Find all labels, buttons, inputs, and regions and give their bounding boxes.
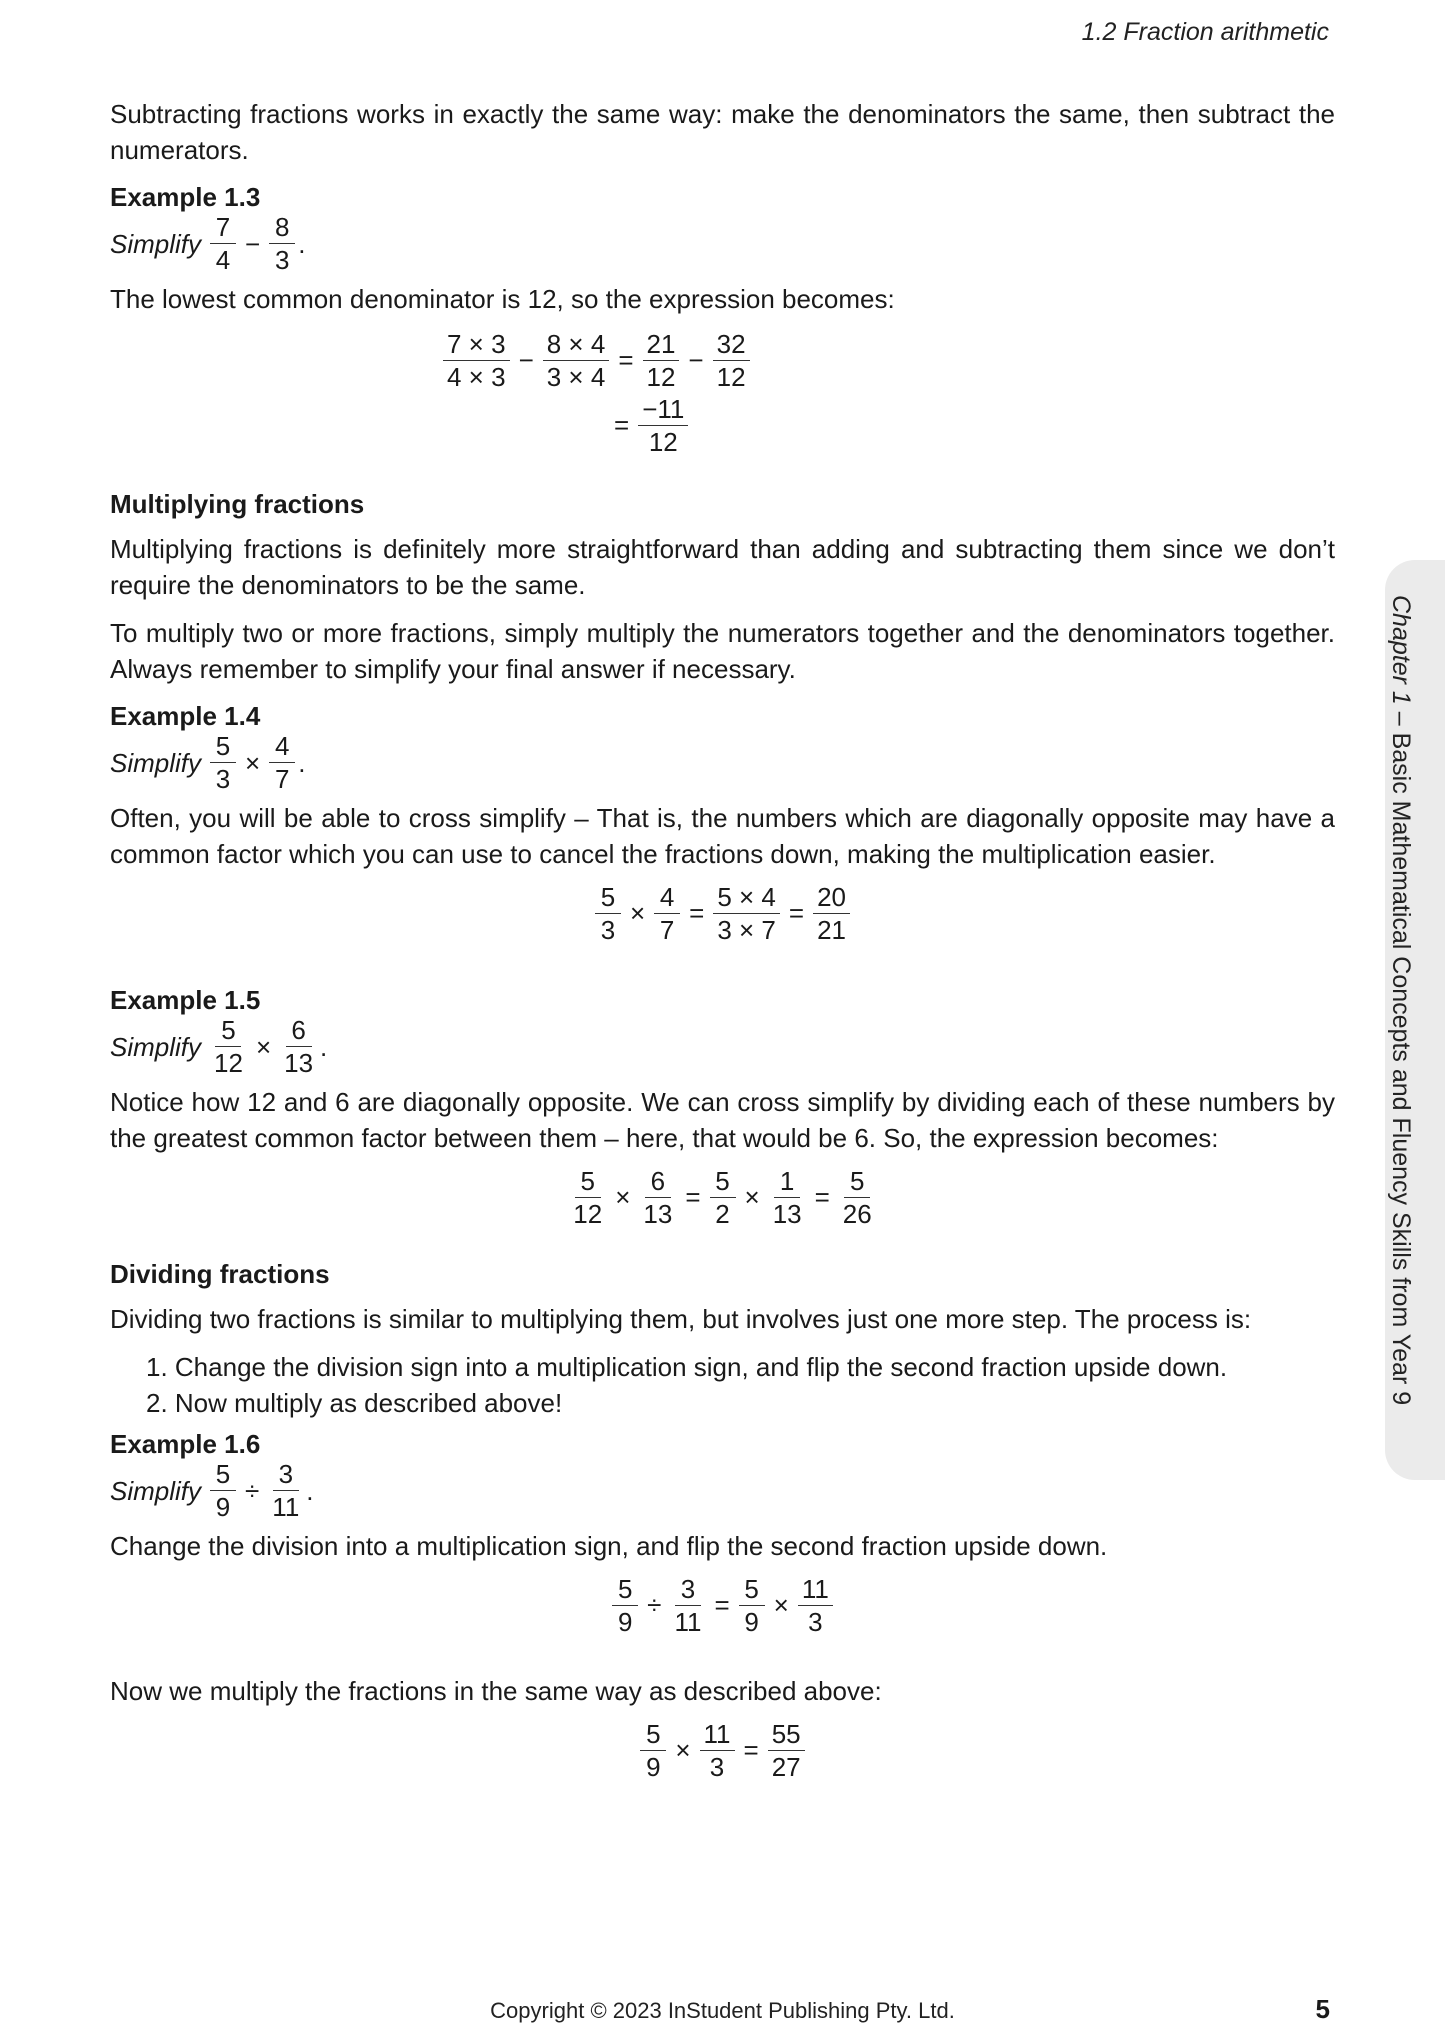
fraction: $\frac{32}{12}$: [713, 331, 750, 390]
chapter-dash: –: [1387, 704, 1415, 733]
equals-sign: =: [788, 898, 805, 928]
fraction: $\frac{5}{9}$: [210, 1461, 236, 1520]
example-1-5-working: [110, 1168, 1335, 1227]
equation-line: [440, 331, 753, 390]
equals-sign: =: [685, 1182, 701, 1212]
equals-sign: =: [743, 1735, 759, 1765]
equals-sign: =: [714, 1590, 730, 1620]
example-1-6-problem: [110, 1461, 1335, 1520]
divide-operator: ÷: [245, 1475, 260, 1506]
times-operator: ×: [629, 898, 646, 928]
fraction: $\frac{8 \times 4}{3 \times 4}$: [543, 331, 610, 390]
fraction: $\frac{5}{3}$: [595, 884, 621, 943]
list-item: 2. Now multiply as described above!: [146, 1388, 563, 1418]
fraction: $\frac{-11}{12}$: [638, 396, 688, 455]
example-1-5-problem: [110, 1017, 1335, 1076]
fraction: $\frac{11}{3}$: [798, 1576, 833, 1635]
times-operator: ×: [245, 747, 261, 778]
fraction: $\frac{55}{27}$: [768, 1721, 805, 1780]
fraction: $\frac{5}{26}$: [842, 1166, 872, 1229]
example-1-3-label: Example 1.3: [110, 182, 261, 212]
example-1-6-working-2: [110, 1721, 1335, 1780]
fraction: $\frac{7}{4}$: [210, 214, 236, 273]
example-1-5-text: Notice how 12 and 6 are diagonally opposite. We can cross simplify by dividing each of these numbers by the greatest common factor between them – here, that would be 6. So, the expression becomes:: [110, 1087, 1335, 1153]
fraction: $\frac{3}{11}$: [674, 1574, 702, 1637]
period: .: [298, 228, 306, 259]
fraction: $\frac{5}{2}$: [710, 1168, 736, 1227]
paragraph-dividing: Dividing two fractions is similar to multiplying them, but involves just one more step. The process is:: [110, 1304, 1252, 1334]
times-operator: ×: [675, 1735, 691, 1765]
simplify-word: Simplify: [110, 1031, 202, 1062]
times-operator: ×: [615, 1182, 631, 1212]
equals-sign: =: [689, 898, 705, 928]
chapter-side-title: [1386, 595, 1415, 1405]
page-content: [110, 96, 1335, 1790]
example-1-6-working-1: [110, 1576, 1335, 1635]
running-header: 1.2 Fraction arithmetic: [1081, 18, 1329, 46]
simplify-word: Simplify: [110, 1475, 202, 1506]
minus-operator: −: [688, 345, 704, 375]
example-1-6-text-1: Change the division into a multiplication sign, and flip the second fraction upside down.: [110, 1531, 1108, 1561]
heading-multiplying-fractions: Multiplying fractions: [110, 489, 365, 519]
simplify-word: Simplify: [110, 747, 202, 778]
chapter-title: Basic Mathematical Concepts and Fluency Skills from Year 9: [1387, 732, 1415, 1406]
fraction: $\frac{6}{13}$: [284, 1015, 314, 1078]
fraction: $\frac{5 \times 4}{3 \times 7}$: [713, 884, 780, 943]
times-operator: ×: [744, 1182, 760, 1212]
period: .: [306, 1475, 314, 1506]
heading-dividing-fractions: Dividing fractions: [110, 1259, 330, 1289]
chapter-number: Chapter 1: [1387, 595, 1415, 705]
list-item: 1. Change the division sign into a multiplication sign, and flip the second fraction upside down.: [146, 1352, 1228, 1382]
equation-line: [608, 396, 691, 455]
fraction: $\frac{5}{12}$: [573, 1166, 603, 1229]
example-1-4-working: [110, 884, 1335, 943]
times-operator: ×: [255, 1031, 272, 1062]
fraction: $\frac{21}{12}$: [643, 331, 680, 390]
example-1-3-text: The lowest common denominator is 12, so the expression becomes:: [110, 284, 895, 314]
minus-operator: −: [245, 228, 261, 259]
period: .: [298, 747, 306, 778]
equals-sign: =: [814, 1182, 830, 1212]
example-1-5-label: Example 1.5: [110, 985, 261, 1015]
fraction: $\frac{1}{13}$: [772, 1166, 802, 1229]
paragraph-subtracting: Subtracting fractions works in exactly the same way: make the denominators the same, then subtract the numerators.: [110, 99, 1335, 165]
simplify-word: Simplify: [110, 228, 202, 259]
fraction: $\frac{7 \times 3}{4 \times 3}$: [443, 331, 510, 390]
example-1-4-label: Example 1.4: [110, 701, 261, 731]
fraction: $\frac{11}{3}$: [700, 1721, 735, 1780]
fraction: $\frac{8}{3}$: [269, 214, 295, 273]
fraction: $\frac{4}{7}$: [269, 733, 295, 792]
fraction: $\frac{4}{7}$: [654, 884, 680, 943]
example-1-3-working: [440, 331, 1335, 461]
paragraph-multiplying-1: Multiplying fractions is definitely more straightforward than adding and subtracting them since we don’t require the denominators to be the same.: [110, 534, 1335, 600]
equals-sign: =: [614, 410, 630, 440]
fraction: $\frac{20}{21}$: [813, 884, 850, 943]
paragraph-multiplying-2: To multiply two or more fractions, simply multiply the numerators together and the denominators together. Always remember to simplify your final answer if necessary.: [110, 618, 1335, 684]
fraction: $\frac{5}{3}$: [210, 733, 236, 792]
fraction: $\frac{3}{11}$: [272, 1459, 300, 1522]
fraction: $\frac{6}{13}$: [643, 1166, 673, 1229]
page-number: 5: [1315, 1994, 1330, 2024]
times-operator: ×: [773, 1590, 789, 1620]
fraction: $\frac{5}{9}$: [739, 1576, 765, 1635]
divide-operator: ÷: [647, 1590, 662, 1620]
period: .: [320, 1031, 328, 1062]
footer-copyright: Copyright © 2023 InStudent Publishing Pty. Ltd.: [490, 1998, 955, 2023]
example-1-4-problem: [110, 733, 1335, 792]
example-1-3-problem: [110, 214, 1335, 273]
example-1-4-text: Often, you will be able to cross simplify – That is, the numbers which are diagonally opposite may have a common factor which you can use to cancel the fractions down, making the multiplication easier.: [110, 803, 1335, 869]
example-1-6-label: Example 1.6: [110, 1429, 261, 1459]
minus-operator: −: [518, 345, 534, 375]
dividing-steps-list: [110, 1349, 1335, 1421]
fraction: $\frac{5}{12}$: [214, 1015, 243, 1078]
fraction: $\frac{5}{9}$: [612, 1576, 638, 1635]
fraction: $\frac{5}{9}$: [640, 1721, 666, 1780]
example-1-6-text-2: Now we multiply the fractions in the same way as described above:: [110, 1676, 882, 1706]
equals-sign: =: [618, 345, 634, 375]
